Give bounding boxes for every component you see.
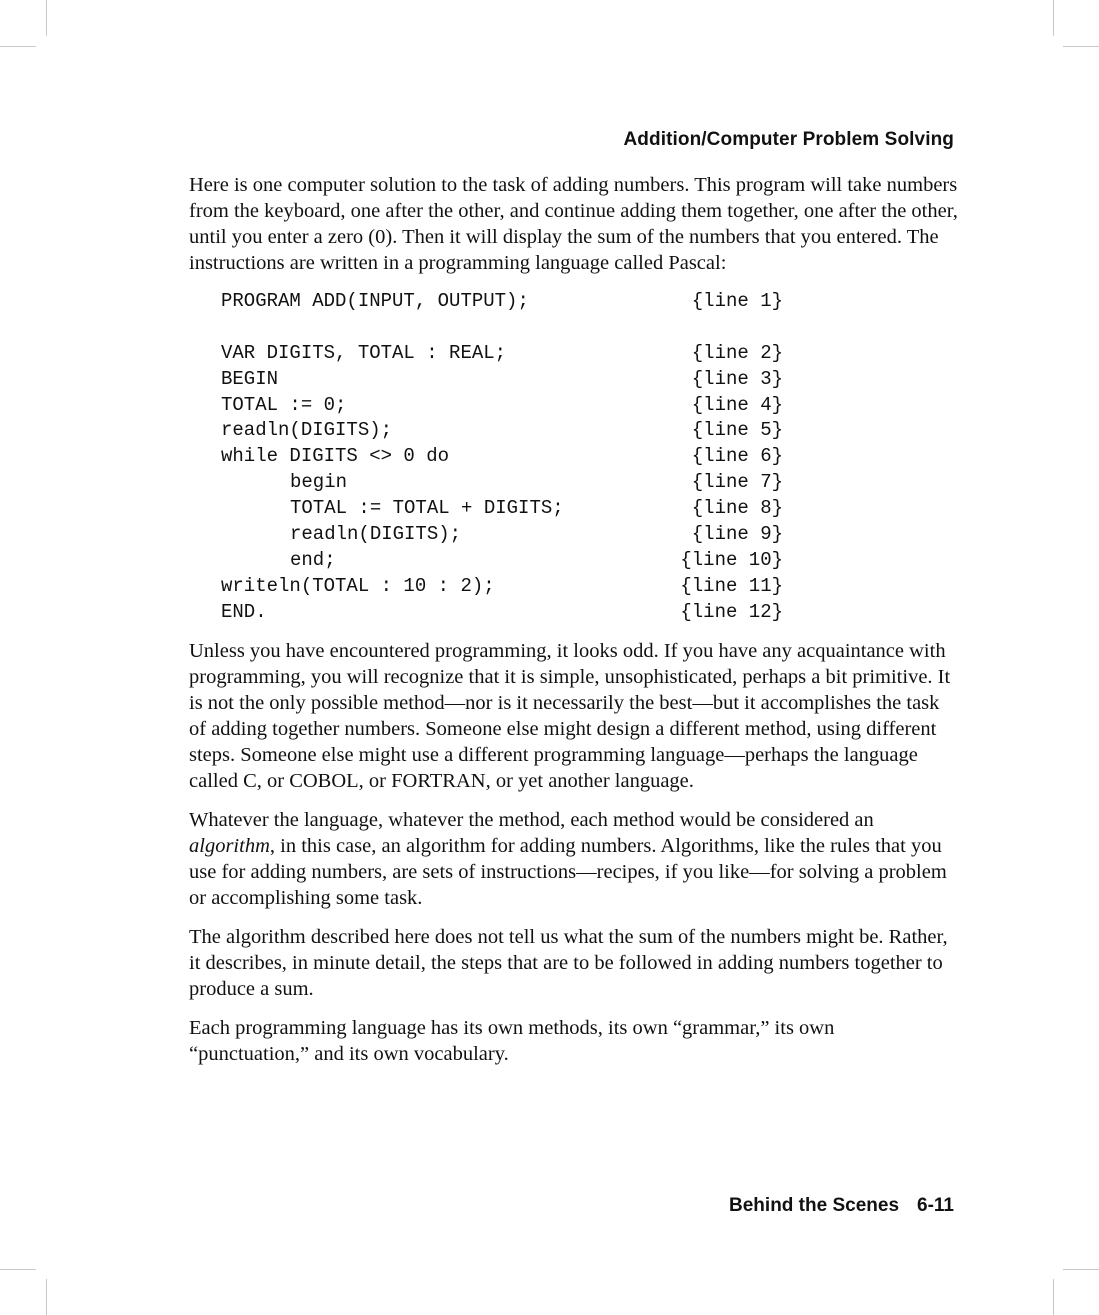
code-statement: BEGIN [221,367,279,390]
code-line-comment: {line 12} [680,600,783,623]
page-footer [729,1195,954,1217]
code-statement: begin [290,471,348,494]
body-paragraph: The algorithm described here does not tell us what the sum of the numbers might be. Rather, it describes, in minute detail, the steps that are to be followed in adding numbers together to produce a sum. [189,925,948,1000]
code-line [221,289,783,315]
body-paragraph: Unless you have encountered programming, it looks odd. If you have any acquaintance with programming, you will recognize that it is simple, unsophisticated, perhaps a bit primitive. It is not the only possible method—nor is it necessarily the best—but it accomplishes the task of adding together numbers. Someone else might design a different method, using different steps. Someone else might use a different programming language—perhaps the language called C, or COBOL, or FORTRAN, or yet another language. [189,639,951,792]
code-line-comment: {line 11} [680,574,783,597]
code-line [221,470,783,496]
code-line-comment: {line 9} [691,523,783,546]
code-statement: readln(DIGITS); [221,419,393,442]
crop-mark [46,0,47,36]
code-statement: TOTAL := 0; [221,393,347,416]
code-line [221,444,783,470]
code-line-comment: {line 10} [680,548,783,571]
code-line [221,522,783,548]
page-body [189,172,959,1080]
crop-mark [1063,46,1099,47]
crop-mark [0,46,36,47]
code-line [221,367,783,393]
code-statement: END. [221,600,267,623]
code-line-comment: {line 5} [691,419,783,442]
code-line-comment: {line 8} [691,497,783,520]
body-paragraph: Each programming language has its own methods, its own “grammar,” its own “punctuation,” and its own vocabulary. [189,1016,835,1065]
code-statement: readln(DIGITS); [290,523,462,546]
paragraph-text: Whatever the language, whatever the method, each method would be considered an [189,808,874,831]
running-head: Addition/Computer Problem Solving [623,129,954,150]
code-statement: writeln(TOTAL : 10 : 2); [221,574,495,597]
code-line-comment: {line 1} [691,290,783,312]
code-line [221,548,783,574]
code-line-comment: {line 6} [691,445,783,468]
code-line-comment: {line 4} [691,393,783,416]
code-line [221,393,783,419]
code-line-comment: {line 3} [691,367,783,390]
paragraph-text: , in this case, an algorithm for adding numbers. Algorithms, like the rules that you use for adding numbers, are sets of instructions—recipes, if you like—for solving a problem or accomplishing some task. [189,834,947,909]
footer-section-title: Behind the Scenes [729,1195,900,1216]
body-paragraph [189,807,959,911]
code-statement: PROGRAM ADD(INPUT, OUTPUT); [221,290,529,312]
code-line [221,418,783,444]
code-line [221,600,783,626]
code-statement: while DIGITS <> 0 do [221,445,450,468]
code-statement: end; [290,548,336,571]
crop-mark [46,1279,47,1315]
code-line-comment: {line 2} [691,341,783,364]
pascal-code-listing [221,289,783,626]
emphasized-term: algorithm [189,834,270,857]
page-number: 6-11 [917,1195,954,1216]
crop-mark [1053,0,1054,36]
code-line [221,496,783,522]
code-statement: TOTAL := TOTAL + DIGITS; [290,497,564,520]
code-line [221,341,783,367]
code-line [221,574,783,600]
code-line-comment: {line 7} [691,471,783,494]
intro-paragraph: Here is one computer solution to the task of adding numbers. This program will take numbers from the keyboard, one after the other, and continue adding them together, one after the other, until you enter a zero (0). Then it will display the sum of the numbers that you entered. The instructions are written in a programming language called Pascal: [189,174,958,274]
crop-mark [1053,1279,1054,1315]
crop-mark [1063,1269,1099,1270]
code-statement: VAR DIGITS, TOTAL : REAL; [221,341,507,364]
code-blank-line [221,315,783,341]
crop-mark [0,1269,36,1270]
